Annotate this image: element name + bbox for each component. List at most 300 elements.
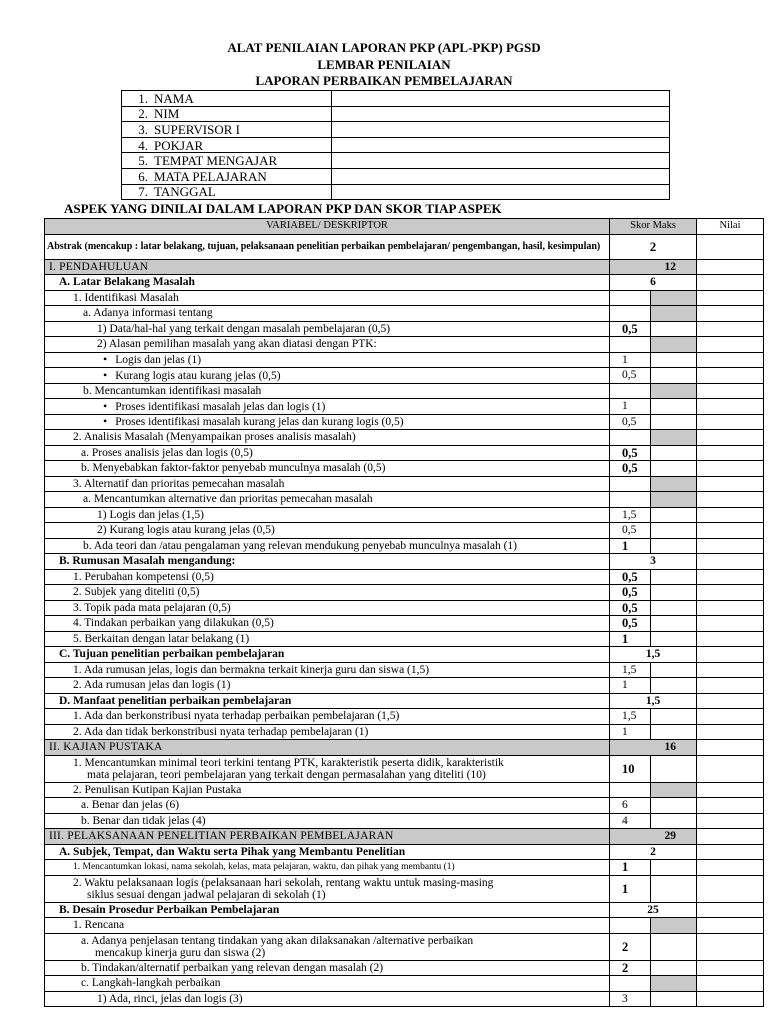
skor-maks-cell — [610, 476, 651, 492]
skor-maks-cell: 1 — [610, 678, 651, 694]
nilai-cell[interactable] — [697, 616, 764, 632]
identity-number: 7. — [138, 184, 148, 200]
skor-maks-cell — [610, 337, 651, 353]
skor-shade-cell — [651, 933, 697, 960]
nilai-cell[interactable] — [697, 647, 764, 663]
descriptor-cell: Abstrak (mencakup : latar belakang, tujuan, pelaksanaan penelitian perbaikan pembelajaran/ pengembangan, hasil, kesimpulan) — [45, 234, 610, 259]
skor-maks-cell: 6 — [610, 275, 697, 291]
skor-shade-cell — [651, 709, 697, 725]
descriptor-cell: C. Tujuan penelitian perbaikan pembelajaran — [45, 647, 610, 663]
skor-maks-cell: 12 — [610, 259, 697, 275]
skor-maks-cell: 0,5 — [610, 321, 651, 337]
nilai-cell[interactable] — [697, 585, 764, 601]
descriptor-cell — [45, 321, 610, 337]
nilai-cell[interactable] — [697, 662, 764, 678]
table-row — [45, 337, 764, 353]
nilai-cell[interactable] — [697, 399, 764, 415]
skor-maks-cell: 1,5 — [610, 507, 651, 523]
nilai-cell[interactable] — [697, 631, 764, 647]
identity-label-cell — [122, 106, 332, 122]
nilai-cell[interactable] — [697, 507, 764, 523]
descriptor-cell — [45, 875, 610, 902]
table-row — [45, 507, 764, 523]
subsection-row — [45, 844, 764, 860]
identity-label-cell — [122, 137, 332, 153]
descriptor-text: b. Menyebabkan faktor-faktor penyebab munculnya masalah (0,5) — [81, 462, 386, 475]
identity-label-cell — [122, 91, 332, 107]
header-descriptor: VARIABEL/ DESKRIPTOR — [45, 219, 610, 235]
skor-shade-cell — [651, 755, 697, 782]
skor-maks-cell: 0,5 — [610, 616, 651, 632]
identity-label: MATA PELAJARAN — [154, 168, 267, 184]
skor-maks-cell: 0,5 — [610, 569, 651, 585]
descriptor-text-continued: mata pelajaran, teori pembelajaran yang terkait dengan permasalahan yang diteliti (10) — [87, 768, 486, 781]
skor-maks-cell — [610, 306, 651, 322]
descriptor-text: 2. Analisis Masalah (Menyampaikan proses analisis masalah) — [73, 431, 356, 444]
nilai-cell[interactable] — [697, 600, 764, 616]
skor-maks-cell: 1 — [610, 538, 651, 554]
descriptor-text: b. Benar dan tidak jelas (4) — [81, 814, 206, 827]
nilai-cell[interactable] — [697, 918, 764, 934]
descriptor-cell — [45, 585, 610, 601]
identity-row — [122, 168, 670, 184]
identity-number: 4. — [138, 137, 148, 153]
table-row — [45, 476, 764, 492]
identity-value-field[interactable] — [332, 168, 670, 184]
skor-shade-cell — [651, 798, 697, 814]
skor-maks-cell: 2 — [610, 960, 651, 976]
nilai-cell[interactable] — [697, 461, 764, 477]
header-nilai: Nilai — [697, 219, 764, 235]
nilai-cell[interactable] — [697, 306, 764, 322]
nilai-cell[interactable] — [697, 755, 764, 782]
skor-maks-cell: 2 — [610, 844, 697, 860]
nilai-cell[interactable] — [697, 933, 764, 960]
identity-label: TANGGAL — [154, 184, 216, 200]
identity-value-field[interactable] — [332, 106, 670, 122]
nilai-cell[interactable] — [697, 693, 764, 709]
table-row — [45, 813, 764, 829]
skor-maks-cell: 3 — [610, 554, 697, 570]
skor-maks-cell: 2 — [610, 234, 697, 259]
descriptor-text-continued: siklus sesuai dengan jadwal pelajaran di sekolah (1) — [87, 888, 326, 901]
nilai-cell[interactable] — [697, 259, 764, 275]
skor-maks-cell: 10 — [610, 755, 651, 782]
nilai-cell[interactable] — [697, 678, 764, 694]
skor-shade-cell — [651, 430, 697, 446]
skor-shade-cell — [651, 616, 697, 632]
identity-label: NAMA — [154, 90, 194, 106]
nilai-cell[interactable] — [697, 829, 764, 845]
nilai-cell[interactable] — [697, 991, 764, 1007]
table-row — [45, 782, 764, 798]
nilai-cell[interactable] — [697, 813, 764, 829]
skor-shade-cell — [651, 461, 697, 477]
identity-label-cell — [122, 153, 332, 169]
skor-shade-cell — [651, 976, 697, 992]
skor-maks-cell — [610, 918, 651, 934]
skor-maks-cell — [610, 430, 651, 446]
table-row — [45, 492, 764, 508]
skor-shade-cell — [651, 492, 697, 508]
descriptor-cell — [45, 414, 610, 430]
descriptor-cell — [45, 383, 610, 399]
descriptor-cell — [45, 755, 610, 782]
skor-maks-cell: 6 — [610, 798, 651, 814]
identity-value-field[interactable] — [332, 91, 670, 107]
descriptor-text: 1) Ada, rinci, jelas dan logis (3) — [97, 992, 243, 1005]
skor-shade-cell — [651, 918, 697, 934]
descriptor-cell — [45, 368, 610, 384]
skor-shade-cell — [651, 569, 697, 585]
skor-maks-cell — [610, 383, 651, 399]
skor-shade-cell — [651, 678, 697, 694]
table-row — [45, 755, 764, 782]
descriptor-cell: II. KAJIAN PUSTAKA — [45, 740, 610, 756]
descriptor-cell: III. PELAKSANAAN PENELITIAN PERBAIKAN PEMBELAJARAN — [45, 829, 610, 845]
skor-shade-cell — [651, 875, 697, 902]
nilai-cell[interactable] — [697, 492, 764, 508]
descriptor-text: • Kurang logis atau kurang jelas (0,5) — [103, 370, 281, 382]
descriptor-text: a. Mencantumkan alternative dan prioritas pemecahan masalah — [83, 493, 373, 506]
table-row — [45, 352, 764, 368]
descriptor-text: 2. Ada rumusan jelas dan logis (1) — [73, 679, 231, 692]
descriptor-cell — [45, 492, 610, 508]
descriptor-text: 1. Identifikasi Masalah — [73, 291, 179, 304]
nilai-cell[interactable] — [697, 724, 764, 740]
assessment-table — [44, 218, 764, 1007]
skor-maks-cell — [610, 782, 651, 798]
table-row — [45, 678, 764, 694]
skor-shade-cell — [651, 445, 697, 461]
descriptor-text: • Proses identifikasi masalah jelas dan logis (1) — [103, 401, 325, 413]
descriptor-cell — [45, 709, 610, 725]
skor-shade-cell — [651, 724, 697, 740]
table-row — [45, 631, 764, 647]
table-row — [45, 991, 764, 1007]
descriptor-text: 2. Ada dan tidak berkonstribusi nyata terhadap pembelajaran (1) — [73, 725, 369, 738]
skor-maks-cell: 1,5 — [610, 709, 651, 725]
skor-maks-cell: 0,5 — [610, 368, 651, 384]
skor-shade-cell — [651, 414, 697, 430]
descriptor-cell — [45, 631, 610, 647]
document-title: ALAT PENILAIAN LAPORAN PKP (APL-PKP) PGSD — [227, 40, 541, 55]
nilai-cell[interactable] — [697, 430, 764, 446]
section-row — [45, 740, 764, 756]
section-row — [45, 829, 764, 845]
skor-shade-cell — [651, 352, 697, 368]
descriptor-cell — [45, 860, 610, 876]
identity-row — [122, 153, 670, 169]
descriptor-cell — [45, 616, 610, 632]
identity-label: TEMPAT MENGAJAR — [154, 153, 278, 169]
identity-number: 2. — [138, 106, 148, 122]
descriptor-cell — [45, 724, 610, 740]
skor-shade-cell — [651, 782, 697, 798]
identity-label: POKJAR — [154, 137, 204, 153]
descriptor-cell — [45, 445, 610, 461]
identity-row — [122, 137, 670, 153]
skor-maks-cell: 1,5 — [610, 647, 697, 663]
table-row — [45, 414, 764, 430]
identity-label: SUPERVISOR I — [154, 121, 241, 137]
nilai-cell[interactable] — [697, 337, 764, 353]
document-subtitle: LEMBAR PENILAIAN — [317, 57, 451, 72]
nilai-cell[interactable] — [697, 321, 764, 337]
identity-value-field[interactable] — [332, 153, 670, 169]
skor-shade-cell — [651, 337, 697, 353]
descriptor-text: 1. Ada rumusan jelas, logis dan bermakna terkait kinerja guru dan siswa (1,5) — [73, 663, 430, 676]
section-row — [45, 259, 764, 275]
table-row — [45, 875, 764, 902]
table-row — [45, 616, 764, 632]
nilai-cell[interactable] — [697, 740, 764, 756]
descriptor-text: 4. Tindakan perbaikan yang dilakukan (0,5) — [73, 617, 274, 630]
nilai-cell[interactable] — [697, 875, 764, 902]
table-row — [45, 461, 764, 477]
skor-maks-cell: 1 — [610, 724, 651, 740]
nilai-cell[interactable] — [697, 290, 764, 306]
skor-maks-cell: 25 — [610, 902, 697, 918]
identity-value-field[interactable] — [332, 137, 670, 153]
nilai-cell[interactable] — [697, 538, 764, 554]
table-row — [45, 383, 764, 399]
descriptor-cell — [45, 662, 610, 678]
descriptor-cell — [45, 337, 610, 353]
table-row — [45, 918, 764, 934]
skor-maks-cell: 0,5 — [610, 461, 651, 477]
skor-shade-cell — [651, 383, 697, 399]
identity-label-cell — [122, 168, 332, 184]
nilai-cell[interactable] — [697, 709, 764, 725]
descriptor-text: 1. Ada dan berkonstribusi nyata terhadap perbaikan pembelajaran (1,5) — [73, 710, 400, 723]
identity-table — [121, 90, 670, 200]
skor-maks-cell: 0,5 — [610, 445, 651, 461]
nilai-cell[interactable] — [697, 275, 764, 291]
nilai-cell[interactable] — [697, 523, 764, 539]
descriptor-cell — [45, 507, 610, 523]
descriptor-text: 1. Rencana — [73, 919, 125, 932]
descriptor-text: • Logis dan jelas (1) — [103, 354, 201, 366]
nilai-cell[interactable] — [697, 569, 764, 585]
nilai-cell[interactable] — [697, 414, 764, 430]
table-row — [45, 933, 764, 960]
table-row — [45, 321, 764, 337]
table-row — [45, 290, 764, 306]
skor-maks-cell: 2 — [610, 933, 651, 960]
descriptor-cell — [45, 678, 610, 694]
table-row — [45, 585, 764, 601]
aspek-heading: ASPEK YANG DINILAI DALAM LAPORAN PKP DAN SKOR TIAP ASPEK — [64, 201, 502, 216]
abstract-row — [45, 234, 764, 259]
skor-maks-cell: 1 — [610, 631, 651, 647]
descriptor-text: 1) Logis dan jelas (1,5) — [97, 508, 204, 521]
skor-maks-cell: 3 — [610, 991, 651, 1007]
nilai-cell[interactable] — [697, 476, 764, 492]
skor-shade-cell — [651, 600, 697, 616]
document-subtitle-2: LAPORAN PERBAIKAN PEMBELAJARAN — [255, 73, 513, 88]
skor-shade-cell — [651, 368, 697, 384]
descriptor-cell — [45, 600, 610, 616]
skor-maks-cell: 1 — [610, 399, 651, 415]
nilai-cell[interactable] — [697, 352, 764, 368]
descriptor-cell — [45, 918, 610, 934]
descriptor-cell — [45, 813, 610, 829]
descriptor-cell — [45, 569, 610, 585]
table-row — [45, 976, 764, 992]
table-row — [45, 430, 764, 446]
skor-maks-cell: 29 — [610, 829, 697, 845]
descriptor-cell — [45, 991, 610, 1007]
nilai-cell[interactable] — [697, 782, 764, 798]
skor-shade-cell — [651, 813, 697, 829]
skor-shade-cell — [651, 662, 697, 678]
skor-shade-cell — [651, 476, 697, 492]
subsection-row — [45, 647, 764, 663]
identity-row — [122, 122, 670, 138]
identity-label-cell — [122, 122, 332, 138]
nilai-cell[interactable] — [697, 368, 764, 384]
descriptor-cell — [45, 798, 610, 814]
descriptor-text: b. Ada teori dan /atau pengalaman yang relevan mendukung penyebab munculnya masalah (1) — [83, 539, 517, 552]
table-row — [45, 368, 764, 384]
identity-number: 3. — [138, 121, 148, 137]
descriptor-cell — [45, 461, 610, 477]
skor-maks-cell: 1 — [610, 875, 651, 902]
skor-maks-cell: 4 — [610, 813, 651, 829]
skor-maks-cell: 1,5 — [610, 693, 697, 709]
table-row — [45, 399, 764, 415]
skor-shade-cell — [651, 290, 697, 306]
nilai-cell[interactable] — [697, 383, 764, 399]
descriptor-cell: B. Desain Prosedur Perbaikan Pembelajaran — [45, 902, 610, 918]
subsection-row — [45, 693, 764, 709]
descriptor-cell — [45, 933, 610, 960]
descriptor-text-continued: mencakup kinerja guru dan siswa (2) — [95, 946, 266, 959]
skor-shade-cell — [651, 306, 697, 322]
identity-row — [122, 106, 670, 122]
skor-shade-cell — [651, 399, 697, 415]
table-row — [45, 445, 764, 461]
identity-row — [122, 91, 670, 107]
nilai-cell[interactable] — [697, 976, 764, 992]
descriptor-cell — [45, 976, 610, 992]
nilai-cell[interactable] — [697, 234, 764, 259]
descriptor-text: 3. Alternatif dan prioritas pemecahan masalah — [73, 477, 285, 490]
descriptor-cell — [45, 523, 610, 539]
descriptor-cell: I. PENDAHULUAN — [45, 259, 610, 275]
skor-maks-cell: 1,5 — [610, 662, 651, 678]
descriptor-cell: B. Rumusan Masalah mengandung: — [45, 554, 610, 570]
descriptor-text: 2. Waktu pelaksanaan logis (pelaksanaan hari sekolah, rentang waktu untuk masing-masing — [73, 876, 494, 889]
table-row — [45, 798, 764, 814]
descriptor-text: b. Tindakan/alternatif perbaikan yang relevan dengan masalah (2) — [81, 961, 384, 974]
identity-value-field[interactable] — [332, 184, 670, 200]
descriptor-text: a. Adanya informasi tentang — [83, 307, 213, 320]
table-row — [45, 306, 764, 322]
nilai-cell[interactable] — [697, 902, 764, 918]
skor-maks-cell — [610, 492, 651, 508]
nilai-cell[interactable] — [697, 960, 764, 976]
descriptor-text: 1) Data/hal-hal yang terkait dengan masalah pembelajaran (0,5) — [97, 322, 391, 335]
skor-maks-cell: 1 — [610, 860, 651, 876]
identity-label-cell — [122, 184, 332, 200]
descriptor-text: 1. Mencantumkan minimal teori terkini tentang PTK, karakteristik peserta didik, karakteristik — [73, 756, 504, 769]
skor-maks-cell: 0,5 — [610, 600, 651, 616]
identity-row — [122, 184, 670, 200]
skor-shade-cell — [651, 538, 697, 554]
skor-maks-cell: 0,5 — [610, 414, 651, 430]
skor-maks-cell: 16 — [610, 740, 697, 756]
nilai-cell[interactable] — [697, 554, 764, 570]
descriptor-text: 5. Berkaitan dengan latar belakang (1) — [73, 632, 250, 645]
subsection-row — [45, 554, 764, 570]
table-row — [45, 538, 764, 554]
descriptor-cell — [45, 430, 610, 446]
skor-shade-cell — [651, 860, 697, 876]
descriptor-text: b. Mencantumkan identifikasi masalah — [83, 384, 262, 397]
skor-shade-cell — [651, 631, 697, 647]
table-row — [45, 709, 764, 725]
descriptor-text: 2) Kurang logis atau kurang jelas (0,5) — [97, 524, 275, 537]
table-row — [45, 860, 764, 876]
skor-shade-cell — [651, 960, 697, 976]
descriptor-cell — [45, 399, 610, 415]
descriptor-text: a. Adanya penjelasan tentang tindakan yang akan dilaksanakan /alternative perbaikan — [81, 934, 474, 947]
skor-maks-cell: 1 — [610, 352, 651, 368]
table-row — [45, 523, 764, 539]
descriptor-text: 2. Penulisan Kutipan Kajian Pustaka — [73, 783, 242, 796]
identity-number: 5. — [138, 153, 148, 169]
descriptor-text: 2. Subjek yang diteliti (0,5) — [73, 586, 200, 599]
descriptor-text: 3. Topik pada mata pelajaran (0,5) — [73, 601, 231, 614]
descriptor-text: 1. Mencantumkan lokasi, nama sekolah, kelas, mata pelajaran, waktu, dan pihak yang membantu (1) — [73, 862, 455, 873]
descriptor-cell — [45, 306, 610, 322]
skor-maks-cell: 0,5 — [610, 523, 651, 539]
skor-maks-cell — [610, 290, 651, 306]
descriptor-text: a. Proses analisis jelas dan logis (0,5) — [81, 446, 253, 459]
header-skor-maks: Skor Maks — [610, 219, 697, 235]
skor-shade-cell — [651, 523, 697, 539]
identity-value-field[interactable] — [332, 122, 670, 138]
table-row — [45, 724, 764, 740]
nilai-cell[interactable] — [697, 445, 764, 461]
identity-number: 6. — [138, 168, 148, 184]
descriptor-text: c. Langkah-langkah perbaikan — [81, 977, 221, 990]
table-header-row — [45, 219, 764, 235]
nilai-cell[interactable] — [697, 798, 764, 814]
descriptor-cell — [45, 538, 610, 554]
skor-shade-cell — [651, 321, 697, 337]
descriptor-cell: A. Latar Belakang Masalah — [45, 275, 610, 291]
descriptor-text: a. Benar dan jelas (6) — [81, 799, 180, 812]
nilai-cell[interactable] — [697, 844, 764, 860]
skor-shade-cell — [651, 507, 697, 523]
skor-shade-cell — [651, 991, 697, 1007]
descriptor-cell — [45, 290, 610, 306]
table-row — [45, 960, 764, 976]
table-row — [45, 600, 764, 616]
skor-shade-cell — [651, 585, 697, 601]
identity-label: NIM — [154, 106, 180, 122]
table-row — [45, 662, 764, 678]
subsection-row — [45, 902, 764, 918]
subsection-row — [45, 275, 764, 291]
skor-maks-cell — [610, 976, 651, 992]
descriptor-cell — [45, 476, 610, 492]
nilai-cell[interactable] — [697, 860, 764, 876]
descriptor-cell: A. Subjek, Tempat, dan Waktu serta Pihak yang Membantu Penelitian — [45, 844, 610, 860]
